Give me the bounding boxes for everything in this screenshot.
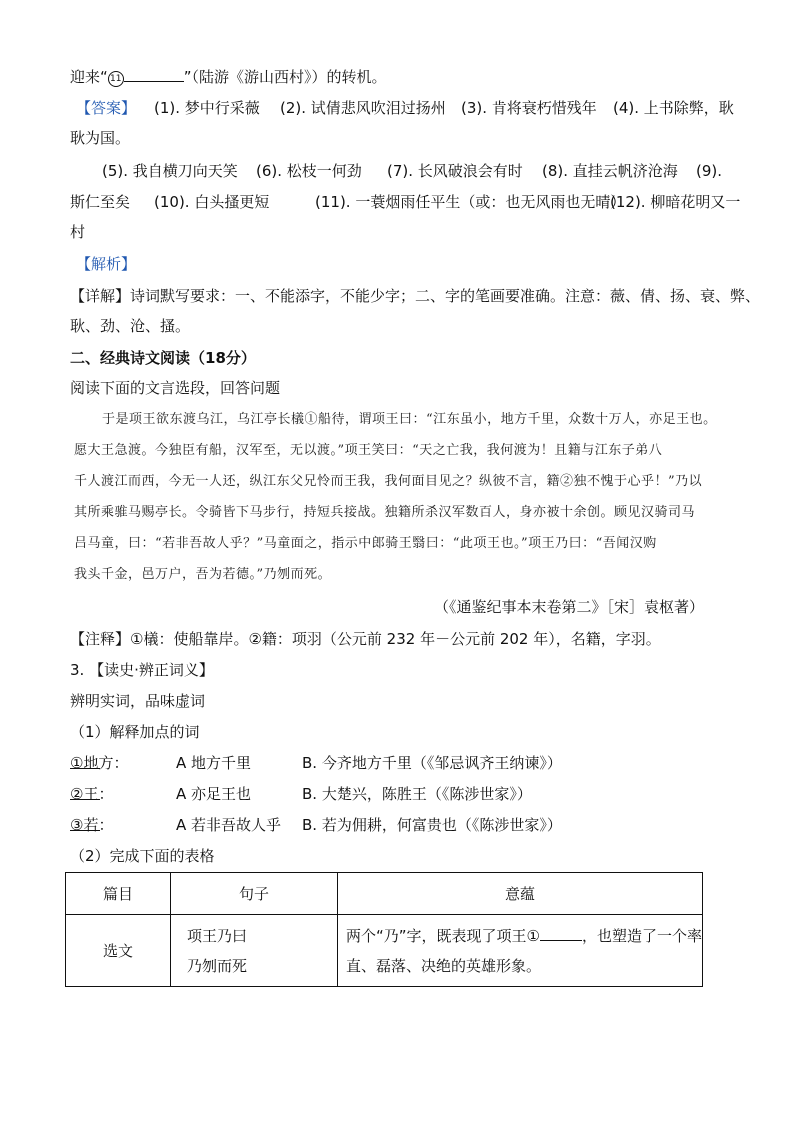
question-tail-prefix: 迎来“ [70,68,108,86]
answer-item: (8). 直挂云帆济沧海 [542,162,678,180]
passage-line: 愿大王急渡。今独臣有船，汉军至，无以渡。”项王笑曰：“天之亡我，我何渡为！且籍与江东子弟八 [74,443,663,458]
answer-item: (7). 长风破浪会有时 [387,162,523,180]
answer-item: 斯仁至矣 [70,193,131,211]
meaning-text: ，也塑造了一个率 [581,926,702,945]
answer-line-5: 村 [70,223,86,241]
question-tail-line [70,66,387,87]
word-option-b: B. 大楚兴，陈胜王（《陈涉世家》） [302,785,532,803]
passage-source: （《通鉴纪事本末卷第二》［宋］袁枢著） [434,598,705,616]
answer-item: (9). [696,162,723,180]
table-header-cell: 篇目 [66,873,171,915]
detail-line-2: 耿、劲、沧、搔。 [70,317,191,335]
table-cell-title: 选文 [66,915,171,987]
detail-text: 诗词默写要求：一、不能添字，不能少字；二、字的笔画要准确。注意：薇、倩、扬、衰、弊、 [130,287,761,305]
meaning-text: 直、磊落、决绝的英雄形象。 [345,956,541,975]
meaning-text: 两个“乃”字，既表现了项王① [345,926,540,945]
word-option-a: A 亦足王也 [176,785,252,803]
table-header-row [66,873,703,915]
answer-item: (10). 白头搔更短 [154,193,270,211]
passage-line: 千人渡江而西，今无一人还，纵江东父兄怜而王我，我何面目见之？纵彼不言，籍②独不愧于心乎！”乃以 [74,474,703,489]
table-cell-sentences [171,915,338,987]
passage-line: 于是项王欲东渡乌江，乌江亭长檥①船待，谓项王曰：“江东虽小，地方千里，众数十万人，亦足王也。 [102,412,717,427]
section-instruction: 阅读下面的文言选段，回答问题 [70,379,281,397]
question-3-part-2: （2）完成下面的表格 [70,847,215,865]
word-option-b: B. 今齐地方千里（《邹忌讽齐王纳谏》） [302,754,562,772]
note-text: ①檥：使船靠岸。②籍：项羽（公元前 232 年－公元前 202 年），名籍，字羽。 [130,630,661,648]
answer-item: (4). 上书除弊，耿 [613,99,734,117]
analysis-table [65,872,703,987]
detail-label: 【详解】 [70,287,131,305]
fill-blank [70,753,100,769]
table-cell-meaning [337,915,702,987]
fill-blank [70,815,100,831]
note-line [70,629,661,649]
question-3-subtitle: 辨明实词，品味虚词 [70,692,206,710]
answer-line-2: 耿为国。 [70,129,131,147]
section-heading: 二、经典诗文阅读（18分） [70,349,256,367]
sentence: 乃刎而死 [187,956,248,975]
passage-line: 我头千金，邑万户，吾为若德。”乃刎而死。 [74,567,332,582]
table-row [66,915,703,987]
circled-number: 11 [108,71,124,87]
answer-item: (1). 梦中行采薇 [154,99,260,117]
answer-item: (2). 试倩悲风吹泪过扬州 [280,99,446,117]
detail-line-1 [70,286,760,306]
answer-item: (5). 我自横刀向天笑 [102,162,238,180]
word-option-b: B. 若为佣耕，何富贵也（《陈涉世家》） [302,816,562,834]
question-3-title: 3. 【读史·辨正词义】 [70,661,214,679]
fill-blank [70,784,100,800]
note-label: 【注释】 [70,630,131,648]
question-3-part-1: （1）解释加点的词 [70,723,200,741]
question-tail-suffix: ”（陆游《游山西村》）的转机。 [183,68,387,86]
answer-item: (12). 柳暗花明又一 [610,193,741,211]
fill-blank [124,66,184,82]
answer-label: 【答案】 [76,99,137,117]
passage-line: 吕马童，曰：“若非吾故人乎？”马童面之，指示中郎骑王翳曰：“此项王也。”项王乃曰：“吾闻汉购 [74,536,657,551]
analysis-label: 【解析】 [76,255,137,273]
word-option-a: A 地方千里 [176,754,252,772]
word-option-a: A 若非吾故人乎 [176,816,282,834]
answer-item: (6). 松枝一何劲 [256,162,362,180]
sentence: 项王乃曰 [187,926,248,945]
answer-item: (3). 肯将衰朽惜残年 [461,99,597,117]
fill-blank [540,925,582,941]
table-header-cell: 句子 [171,873,338,915]
passage-line: 其所乘骓马赐亭长。令骑皆下马步行，持短兵接战。独籍所杀汉军数百人，身亦被十余创。顾见汉骑司马 [74,505,696,520]
table-header-cell: 意蕴 [337,873,702,915]
answer-item: (11). 一蓑烟雨任平生（或：也无风雨也无晴） [315,193,626,211]
